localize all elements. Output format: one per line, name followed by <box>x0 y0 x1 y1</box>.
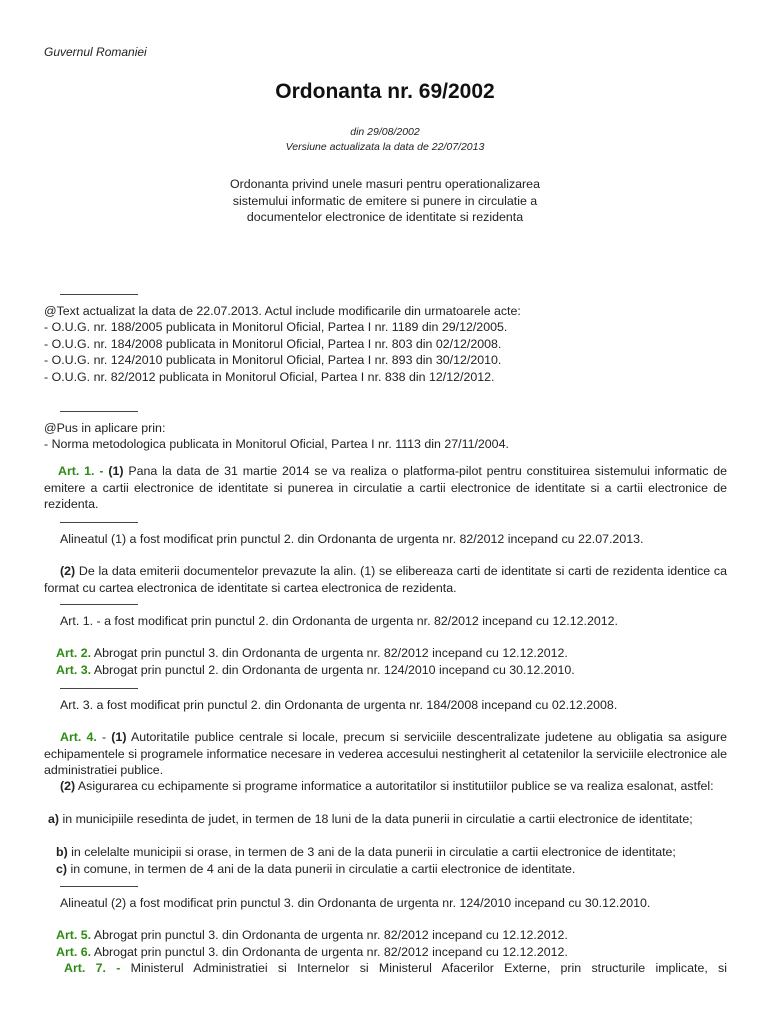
update-note <box>44 286 727 385</box>
note-divider <box>60 522 138 523</box>
paragraph-text: Autoritatile publice centrale si locale, precum si serviciile descentralizate judetene au obligatia sa asigure echipamentele si programele informatice necesare in vederea accesului nestingherit al cetatenilor la serviciile electronice ale administratiei publice. <box>44 730 727 777</box>
issue-date: din 29/08/2002 <box>350 126 420 138</box>
paragraph-number: (1) <box>108 464 124 478</box>
article-label[interactable]: Art. 3. <box>56 662 92 677</box>
act-item: - O.U.G. nr. 188/2005 publicata in Monitorul Oficial, Partea I nr. 1189 din 29/12/2005. <box>44 320 508 334</box>
issuer: Guvernul Romaniei <box>44 45 147 59</box>
article-text: Abrogat prin punctul 3. din Ordonanta de urgenta nr. 82/2012 incepand cu 12.12.2012. <box>93 944 568 959</box>
act-item: - O.U.G. nr. 124/2010 publicata in Monitorul Oficial, Partea I nr. 893 din 30/12/2010. <box>44 353 502 367</box>
article-2 <box>44 645 727 662</box>
note-divider <box>60 688 138 689</box>
article-1-paragraph-2 <box>44 563 727 596</box>
letter-label: a) <box>48 812 60 826</box>
amendment-note: Art. 1. - a fost modificat prin punctul 2. din Ordonanta de urgenta nr. 82/2012 incepand cu 12.12.2012. <box>60 613 618 628</box>
note-divider <box>60 886 138 887</box>
description-line: documentelor electronice de identitate si rezidenta <box>246 210 524 224</box>
description-line: sistemului informatic de emitere si punere in circulatie a <box>232 193 538 208</box>
note-divider <box>60 294 138 295</box>
article-label[interactable]: Art. 6. <box>56 944 92 959</box>
article-dash: - <box>96 730 112 744</box>
article-4-letter-c <box>44 861 727 878</box>
article-label[interactable]: Art. 1. - <box>58 464 104 478</box>
article-5 <box>44 927 727 944</box>
letter-text: in celelalte municipii si orase, in termen de 3 ani de la data punerii in circulatie a cartii electronice de identitate; <box>71 845 676 859</box>
article-3 <box>44 662 727 679</box>
article-4-letter-a <box>44 811 727 828</box>
article-text: Abrogat prin punctul 3. din Ordonanta de urgenta nr. 82/2012 incepand cu 12.12.2012. <box>93 928 568 942</box>
article-4-note <box>44 878 727 911</box>
applied-note-intro: @Pus in aplicare prin: <box>44 420 166 435</box>
article-text: Ministerul Administratiei si Internelor si Ministerul Afacerilor Externe, prin structurile implicate, si <box>130 961 727 975</box>
paragraph-text: Pana la data de 31 martie 2014 se va realiza o platforma-pilot pentru constituirea sistemului informatic de emitere a cartii electronice de identitate si punerea in circulatie a cartii electronice de identitate si a cartii electronice de rezidenta. <box>44 464 727 511</box>
article-1-note-1 <box>44 514 727 547</box>
paragraph-number: (2) <box>60 564 76 578</box>
paragraph-number: (1) <box>111 730 127 744</box>
note-divider <box>60 411 138 412</box>
article-label[interactable]: Art. 2. <box>56 646 92 660</box>
article-1-note-2 <box>44 596 727 629</box>
document-title: Ordonanta nr. 69/2002 <box>275 80 495 103</box>
amendment-note: Alineatul (1) a fost modificat prin punctul 2. din Ordonanta de urgenta nr. 82/2012 incepand cu 22.07.2013. <box>60 531 644 546</box>
amendment-note: Art. 3. a fost modificat prin punctul 2. din Ordonanta de urgenta nr. 184/2008 incepand cu 02.12.2008. <box>60 697 618 712</box>
articles-5-6 <box>44 927 727 960</box>
act-item: - O.U.G. nr. 184/2008 publicata in Monitorul Oficial, Partea I nr. 803 din 02/12/2008. <box>44 336 502 351</box>
article-4-letters-b-c <box>44 844 727 877</box>
letter-text: in municipiile resedinta de judet, in termen de 18 luni de la data punerii in circulatie a cartii electronice de identitate; <box>62 812 693 826</box>
letter-text: in comune, in termen de 4 ani de la data punerii in circulatie a cartii electronice de identitate. <box>70 861 576 876</box>
article-label[interactable]: Art. 4. <box>60 730 97 744</box>
article-label[interactable]: Art. 5. <box>56 928 92 942</box>
article-7 <box>44 960 727 977</box>
article-4-paragraph-1 <box>44 729 727 779</box>
applied-note <box>44 403 727 453</box>
description-line: Ordonanta privind unele masuri pentru operationalizarea <box>230 177 540 191</box>
letter-label: b) <box>56 845 68 859</box>
act-item: - O.U.G. nr. 82/2012 publicata in Monitorul Oficial, Partea I nr. 838 din 12/12/2012. <box>44 369 495 384</box>
version-date: Versiune actualizata la data de 22/07/2013 <box>285 141 485 153</box>
article-6 <box>44 944 727 961</box>
paragraph-number: (2) <box>60 779 76 793</box>
amendment-note: Alineatul (2) a fost modificat prin punctul 3. din Ordonanta de urgenta nr. 124/2010 incepand cu 30.12.2010. <box>60 895 651 910</box>
article-text: Abrogat prin punctul 2. din Ordonanta de urgenta nr. 124/2010 incepand cu 30.12.2010. <box>93 662 575 677</box>
paragraph-text: De la data emiterii documentelor prevazute la alin. (1) se elibereaza carti de identitate si carti de rezidenta identice ca format cu cartea electronica de identitate si cartea electronica de rezidenta. <box>44 564 727 595</box>
article-label[interactable]: Art. 7. - <box>64 961 121 975</box>
article-3-note <box>44 680 727 713</box>
article-1-paragraph-1 <box>44 463 727 513</box>
article-4-letter-b <box>44 844 727 861</box>
article-4-paragraph-2 <box>44 778 727 795</box>
note-divider <box>60 604 138 605</box>
document-description <box>0 176 770 226</box>
update-note-intro: @Text actualizat la data de 22.07.2013. Actul include modificarile din urmatoarele acte: <box>44 303 521 318</box>
applied-note-item: - Norma metodologica publicata in Monitorul Oficial, Partea I nr. 1113 din 27/11/2004. <box>44 437 509 451</box>
articles-2-3 <box>44 645 727 678</box>
paragraph-text: Asigurarea cu echipamente si programe informatice a autoritatilor si institutiilor publice se va realiza esalonat, astfel: <box>77 779 714 793</box>
letter-label: c) <box>56 861 68 876</box>
article-text: Abrogat prin punctul 3. din Ordonanta de urgenta nr. 82/2012 incepand cu 12.12.2012. <box>93 646 568 660</box>
